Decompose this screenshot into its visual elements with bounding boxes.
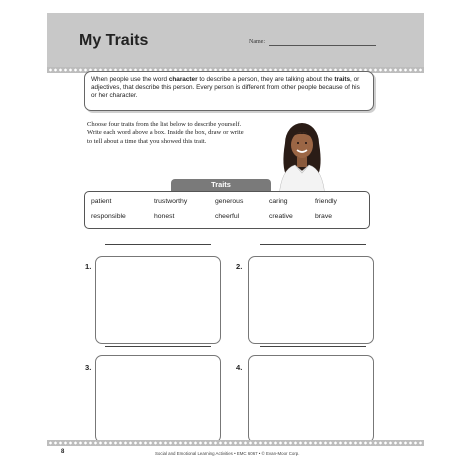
box-number-2: 2. xyxy=(236,262,243,271)
intro-word-character: character xyxy=(168,76,198,83)
intro-text-2: to describe a person, they are talking about the xyxy=(197,76,335,83)
trait-word: responsible xyxy=(91,213,126,220)
trait-word: brave xyxy=(315,213,333,220)
trait-word: creative xyxy=(269,213,293,220)
trait-word: honest xyxy=(154,213,175,220)
traits-heading: Traits xyxy=(171,179,271,191)
trait-write-line-4[interactable] xyxy=(260,346,366,347)
box-number-3: 3. xyxy=(85,363,92,372)
trait-word: patient xyxy=(91,198,112,205)
trait-write-line-3[interactable] xyxy=(105,346,211,347)
name-label: Name: xyxy=(249,39,265,45)
instructions-text: Choose four traits from the list below to describe yourself. Write each word above a box. Inside the box, draw or write to tell about a time that you showed this trait. xyxy=(87,121,244,145)
perforation-bottom xyxy=(47,440,424,446)
draw-box-4[interactable] xyxy=(248,355,374,443)
intro-box xyxy=(84,71,374,111)
intro-word-traits: traits xyxy=(334,76,351,83)
trait-word: trustworthy xyxy=(154,198,188,205)
draw-box-3[interactable] xyxy=(95,355,221,443)
trait-word: cheerful xyxy=(215,213,240,220)
draw-box-2[interactable] xyxy=(248,256,374,344)
box-number-4: 4. xyxy=(236,363,243,372)
page-number: 8 xyxy=(61,449,65,455)
box-number-1: 1. xyxy=(85,262,92,271)
trait-word: caring xyxy=(269,198,288,205)
girl-photo xyxy=(267,117,337,197)
footer-credit: Social and Emotional Learning Activities • EMC 6067 • © Evan-Moor Corp. xyxy=(155,451,300,456)
worksheet-page xyxy=(47,13,424,463)
trait-write-line-2[interactable] xyxy=(260,244,366,245)
intro-text-1: When people use the word xyxy=(91,76,169,83)
draw-box-1[interactable] xyxy=(95,256,221,344)
trait-word: friendly xyxy=(315,198,337,205)
traits-list-box xyxy=(84,191,370,229)
intro-text-3: , or adjectives, that describe this person. Every person is different from other people because of his or her character. xyxy=(91,76,360,100)
name-line[interactable] xyxy=(269,45,376,46)
page-title: My Traits xyxy=(79,32,149,49)
trait-write-line-1[interactable] xyxy=(105,244,211,245)
trait-word: generous xyxy=(215,198,244,205)
